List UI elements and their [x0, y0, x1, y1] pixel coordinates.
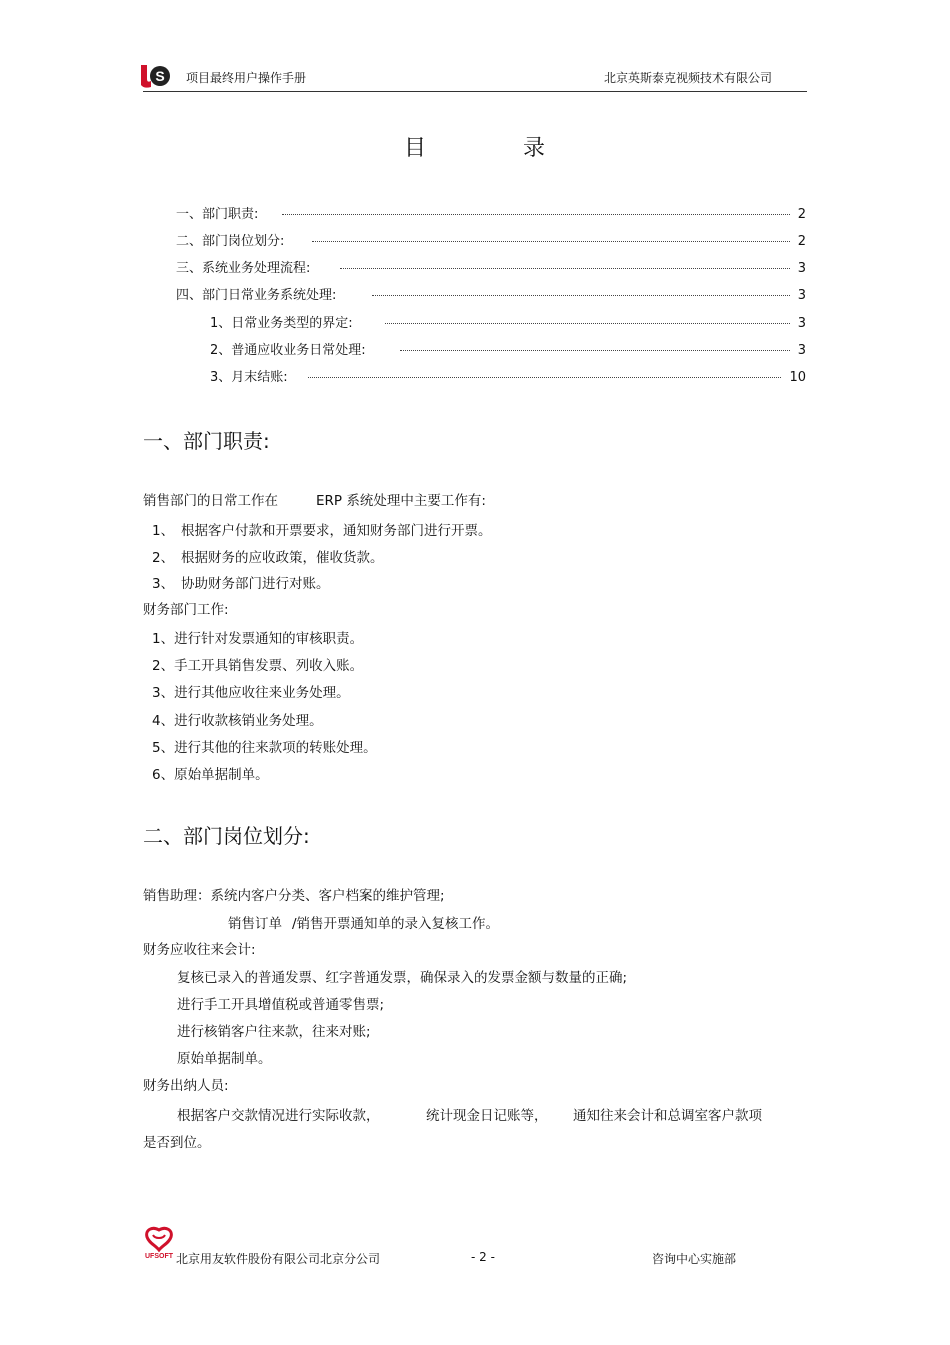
- footer-company: 北京用友软件股份有限公司北京分公司: [176, 1252, 381, 1266]
- list-item-number: 3、: [152, 576, 175, 592]
- cashier-text-c: 通知往来会计和总调室客户款项: [573, 1108, 762, 1124]
- ufsoft-logo-icon: [142, 1226, 176, 1260]
- list-item: 复核已录入的普通发票、红字普通发票，确保录入的发票金额与数量的正确;: [177, 970, 628, 986]
- toc-entry[interactable]: [210, 366, 806, 384]
- list-item: 进行手工开具增值税或普通零售票;: [177, 997, 385, 1013]
- toc-entry[interactable]: [176, 203, 806, 221]
- toc-title-left: 目: [404, 136, 427, 161]
- sales-assistant-line1: 销售助理：系统内客户分类、客户档案的维护管理;: [143, 888, 445, 904]
- list-item: 原始单据制单。: [177, 1051, 272, 1067]
- section1-intro-a: 销售部门的日常工作在: [143, 493, 278, 509]
- cashier-text-d: 是否到位。: [143, 1135, 211, 1151]
- toc-entry-page: 2: [797, 234, 806, 249]
- toc-leader: [340, 268, 789, 269]
- toc-leader: [385, 323, 790, 324]
- finance-label: 财务部门工作:: [143, 602, 229, 618]
- toc-entry-page: 3: [797, 316, 806, 331]
- list-item: 进行核销客户往来款，往来对账;: [177, 1024, 371, 1040]
- cashier-text-a: 根据客户交款情况进行实际收款，: [177, 1108, 380, 1124]
- toc-entry-page: 3: [797, 288, 806, 303]
- toc-leader: [282, 214, 789, 215]
- section-heading: 二、部门岗位划分:: [143, 824, 310, 848]
- us-logo-icon: [141, 63, 171, 89]
- toc-entry-page: 2: [797, 207, 806, 222]
- toc-leader: [308, 377, 782, 378]
- section-heading: 一、部门职责:: [143, 429, 270, 453]
- list-item: 6、原始单据制单。: [152, 767, 269, 783]
- toc-entry-page: 3: [797, 261, 806, 276]
- toc-entry[interactable]: [176, 284, 806, 302]
- toc-entry[interactable]: [210, 339, 806, 357]
- header-title: 项目最终用户操作手册: [186, 71, 307, 85]
- toc-leader: [400, 350, 790, 351]
- list-item-number: 2、: [152, 550, 175, 566]
- list-item: 根据客户付款和开票要求，通知财务部门进行开票。: [181, 523, 492, 539]
- toc-leader: [372, 295, 789, 296]
- toc-entry[interactable]: [176, 257, 806, 275]
- sales-assistant-line2a: 销售订单: [228, 916, 282, 932]
- toc-entry-page: 3: [797, 343, 806, 358]
- list-item: 3、进行其他应收往来业务处理。: [152, 685, 350, 701]
- list-item: 4、进行收款核销业务处理。: [152, 713, 323, 729]
- footer-page-number: - 2 -: [471, 1250, 495, 1264]
- header-divider: [143, 91, 807, 92]
- list-item: 根据财务的应收政策，催收货款。: [181, 550, 384, 566]
- toc-title-right: 录: [523, 136, 546, 161]
- toc-entry-label: 二、部门岗位划分:: [176, 234, 285, 249]
- list-item: 协助财务部门进行对账。: [181, 576, 330, 592]
- toc-entry-label: 3、月末结账:: [210, 370, 288, 385]
- toc-entry-label: 四、部门日常业务系统处理:: [176, 288, 337, 303]
- toc-leader: [312, 241, 789, 242]
- list-item: 5、进行其他的往来款项的转账处理。: [152, 740, 377, 756]
- svg-text:S: S: [155, 68, 165, 84]
- cashier-text-b: 统计现金日记账等，: [426, 1108, 548, 1124]
- cashier-label: 财务出纳人员:: [143, 1078, 229, 1094]
- section1-intro-b: ERP 系统处理中主要工作有:: [316, 493, 486, 509]
- toc-entry-label: 三、系统业务处理流程:: [176, 261, 311, 276]
- ar-accountant-label: 财务应收往来会计:: [143, 942, 256, 958]
- footer-logo: [142, 1226, 176, 1260]
- toc-entry-label: 1、日常业务类型的界定:: [210, 316, 353, 331]
- list-item-number: 1、: [152, 523, 175, 539]
- list-item: 2、手工开具销售发票、列收入账。: [152, 658, 364, 674]
- toc-entry[interactable]: [210, 312, 806, 330]
- toc-entry-label: 一、部门职责:: [176, 207, 259, 222]
- sales-assistant-line2b: /销售开票通知单的录入复核工作。: [292, 916, 500, 932]
- toc-entry-label: 2、普通应收业务日常处理:: [210, 343, 366, 358]
- list-item: 1、进行针对发票通知的审核职责。: [152, 631, 364, 647]
- toc-entry-page: 10: [789, 370, 806, 385]
- header-company: 北京英斯泰克视频技术有限公司: [604, 71, 773, 85]
- toc-entry[interactable]: [176, 230, 806, 248]
- footer-department: 咨询中心实施部: [652, 1252, 737, 1266]
- header-logo: [141, 63, 171, 89]
- svg-text:UFSOFT: UFSOFT: [145, 1253, 173, 1260]
